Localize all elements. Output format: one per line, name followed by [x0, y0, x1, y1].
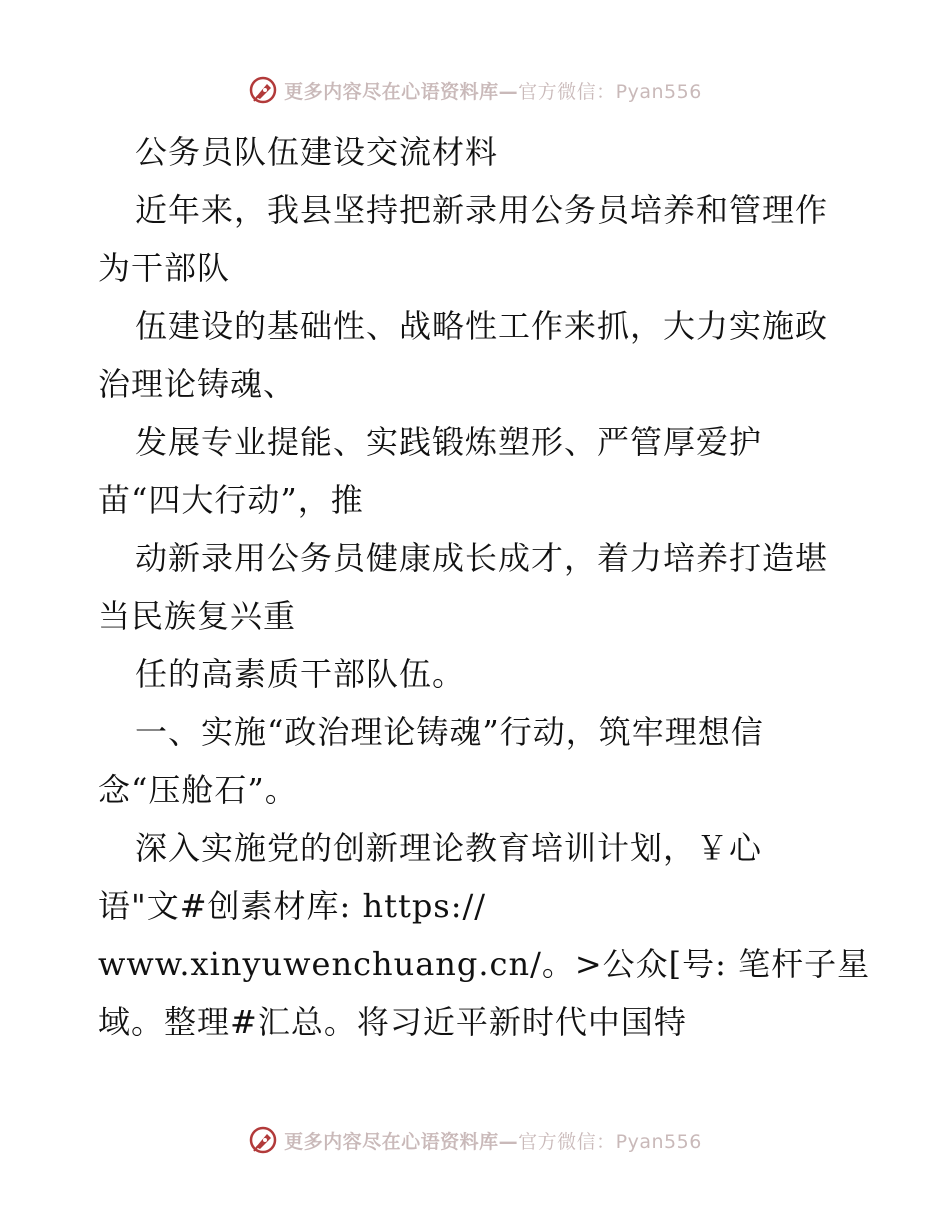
header-wechat-text: 官方微信：Pyan556 — [518, 80, 702, 103]
pen-nib-logo-icon — [248, 75, 278, 105]
paragraph-line: 任的高素质干部队伍。 — [135, 655, 466, 693]
paragraph-line: 语"文#创素材库: https:// — [98, 887, 487, 925]
paragraph-line: 为干部队 — [98, 249, 231, 287]
header-banner — [0, 70, 950, 110]
footer-wechat-text: 官方微信：Pyan556 — [518, 1130, 702, 1153]
footer-banner-text: 更多内容尽在心语资料库—官方微信：Pyan556 — [284, 1130, 702, 1153]
document-title: 公务员队伍建设交流材料 — [135, 133, 499, 171]
paragraph-line: 苗“四大行动”，推 — [98, 481, 364, 519]
paragraph-line: 近年来，我县坚持把新录用公务员培养和管理作 — [135, 191, 829, 229]
paragraph-line: 发展专业提能、实践锻炼塑形、严管厚爱护 — [135, 423, 763, 461]
header-banner-text: 更多内容尽在心语资料库—官方微信：Pyan556 — [284, 80, 702, 103]
paragraph-line: 域。整理#汇总。将习近平新时代中国特 — [98, 1003, 687, 1041]
footer-banner — [0, 1120, 950, 1160]
paragraph-line: www.xinyuwenchuang.cn/。>公众[号: 笔杆子星 — [98, 945, 871, 983]
document-body — [98, 123, 871, 1051]
paragraph-line: 治理论铸魂、 — [98, 365, 297, 403]
paragraph-line: 动新录用公务员健康成长成才，着力培养打造堪 — [135, 539, 829, 577]
pen-nib-logo-icon — [248, 1125, 278, 1155]
section-heading-continued: 念“压舱石”。 — [98, 771, 298, 809]
paragraph-line: 当民族复兴重 — [98, 597, 297, 635]
section-heading: 一、实施“政治理论铸魂”行动，筑牢理想信 — [135, 713, 764, 751]
paragraph-line: 深入实施党的创新理论教育培训计划，￥心 — [135, 829, 763, 867]
paragraph-line: 伍建设的基础性、战略性工作来抓，大力实施政 — [135, 307, 829, 345]
